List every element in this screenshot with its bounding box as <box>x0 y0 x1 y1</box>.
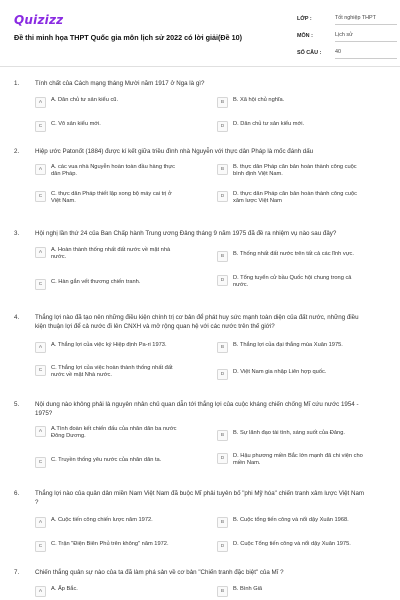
meta-row-class <box>297 10 397 27</box>
answer-option[interactable] <box>217 586 387 597</box>
answer-option[interactable] <box>217 369 387 380</box>
question-number: 1. <box>14 80 20 87</box>
answer-option[interactable] <box>217 517 387 528</box>
header-divider <box>0 66 400 67</box>
answer-option[interactable] <box>35 457 205 468</box>
option-text: C. Truyền thống yêu nước của nhân dân ta. <box>51 457 162 463</box>
option-text: A.Tình đoàn kết chiến đấu của nhân dân ba nước Đông Dương. <box>51 426 177 440</box>
answer-option[interactable] <box>217 121 387 132</box>
option-text: D. Cuộc Tổng tiến công và nổi dậy Xuân 1975. <box>233 541 351 547</box>
option-text: D. Tổng tuyển cử bầu Quốc hội chung trong cả nước. <box>233 275 352 289</box>
option-letter-box: D <box>217 275 228 286</box>
question-number: 7. <box>14 569 20 576</box>
option-text: C. Trận "Điện Biên Phủ trên không" năm 1972. <box>51 541 169 547</box>
answer-option[interactable] <box>35 365 205 380</box>
option-letter-box: B <box>217 251 228 262</box>
answer-option[interactable] <box>217 191 387 206</box>
option-letter-box: D <box>217 191 228 202</box>
answer-option[interactable] <box>217 541 387 552</box>
answer-option[interactable] <box>217 97 387 108</box>
question-number: 2. <box>14 148 20 155</box>
option-text: A. Thắng lợi của việc ký Hiệp định Pa-ri 1973. <box>51 342 167 348</box>
answer-option[interactable] <box>217 164 387 179</box>
option-letter-box: A <box>35 97 46 108</box>
answer-option[interactable] <box>35 586 205 597</box>
option-letter-box: C <box>35 541 46 552</box>
answer-option[interactable] <box>35 97 205 108</box>
meta-value: Lịch sử <box>335 29 397 42</box>
answer-option[interactable] <box>35 342 205 353</box>
question-number: 5. <box>14 401 20 408</box>
option-text: B. thực dân Pháp căn bản hoàn thành công cuộc bình định Việt Nam. <box>233 164 357 178</box>
answer-option[interactable] <box>35 279 205 290</box>
option-letter-box: C <box>35 191 46 202</box>
option-letter-box: B <box>217 342 228 353</box>
question-number: 3. <box>14 230 20 237</box>
answer-option[interactable] <box>35 541 205 552</box>
meta-panel <box>297 10 397 61</box>
quizizz-logo: Quizizz <box>14 13 64 27</box>
option-letter-box: C <box>35 279 46 290</box>
option-letter-box: B <box>217 97 228 108</box>
question-text: Thắng lợi nào đã tạo nên những điều kiện chính trị cơ bản để phát huy sức mạnh toàn diện của đất nước, những điều kiện thuận lợi để cả nước đi lên CNXH và mở rộng quan hệ với các nước trên thế giới? <box>35 314 359 330</box>
worksheet-header <box>0 0 400 62</box>
meta-row-subject <box>297 27 397 44</box>
option-text: C. Hàn gắn vết thương chiến tranh. <box>51 279 141 285</box>
meta-label: MÔN : <box>297 32 313 39</box>
option-letter-box: D <box>217 369 228 380</box>
option-letter-box: A <box>35 164 46 175</box>
option-text: B. Xã hội chủ nghĩa. <box>233 97 285 103</box>
option-text: A. Ấp Bắc. <box>51 586 78 592</box>
option-text: C. thực dân Pháp thiết lập xong bộ máy cai trị ở Việt Nam. <box>51 191 172 205</box>
option-letter-box: A <box>35 586 46 597</box>
question-text: Tính chất của Cách mạng tháng Mười năm 1917 ở Nga là gì? <box>35 80 205 87</box>
option-letter-box: B <box>217 586 228 597</box>
option-text: A. Cuộc tiến công chiến lược năm 1972. <box>51 517 153 523</box>
answer-option[interactable] <box>217 453 387 468</box>
meta-row-count <box>297 44 397 61</box>
option-letter-box: D <box>217 541 228 552</box>
option-letter-box: D <box>217 121 228 132</box>
option-letter-box: A <box>35 342 46 353</box>
option-letter-box: B <box>217 517 228 528</box>
option-text: B. Cuộc tổng tiến công và nổi dậy Xuân 1968. <box>233 517 349 523</box>
meta-value: Tốt nghiệp THPT <box>335 12 397 25</box>
option-letter-box: B <box>217 164 228 175</box>
answer-option[interactable] <box>35 247 205 262</box>
option-text: B. Sự lãnh đạo tài tình, sáng suốt của Đảng. <box>233 430 345 436</box>
meta-label: SỐ CÂU : <box>297 49 322 56</box>
question-text: Thắng lợi nào của quân dân miền Nam Việt Nam đã buộc Mĩ phải tuyên bố "phi Mỹ hóa" chiến tranh xâm lược Việt Nam ? <box>35 490 365 506</box>
option-letter-box: B <box>217 430 228 441</box>
answer-option[interactable] <box>35 517 205 528</box>
option-text: A. các vua nhà Nguyễn hoàn toàn đầu hàng thực dân Pháp. <box>51 164 175 178</box>
question-text: Hiệp ước Patonốt (1884) được kí kết giữa triều đình nhà Nguyễn với thực dân Pháp là mốc đánh dấu <box>35 148 314 155</box>
option-letter-box: A <box>35 426 46 437</box>
option-text: B. Thống nhất đất nước trên tất cả các lĩnh vực. <box>233 251 354 257</box>
answer-option[interactable] <box>217 342 387 353</box>
option-letter-box: A <box>35 247 46 258</box>
option-text: A. Hoàn thành thống nhất đất nước về mặt nhà nước. <box>51 247 171 261</box>
option-text: B. Thắng lợi của đại thắng mùa Xuân 1975. <box>233 342 343 348</box>
answer-option[interactable] <box>35 426 205 441</box>
answer-option[interactable] <box>217 251 387 262</box>
option-text: D. thực dân Pháp căn bản hoàn thành công cuộc xâm lược Việt Nam <box>233 191 357 205</box>
option-letter-box: C <box>35 121 46 132</box>
option-letter-box: D <box>217 453 228 464</box>
answer-option[interactable] <box>35 164 205 179</box>
option-letter-box: A <box>35 517 46 528</box>
option-text: D. Hậu phương miền Bắc lớn mạnh đã chi viện cho miền Nam. <box>233 453 363 467</box>
answer-option[interactable] <box>217 275 387 290</box>
question-text: Hội nghị lần thứ 24 của Ban Chấp hành Trung ương Đảng tháng 9 năm 1975 đã đề ra nhiệm vụ nào sau đây? <box>35 230 337 237</box>
question-number: 4. <box>14 314 20 321</box>
question-number: 6. <box>14 490 20 497</box>
answer-option[interactable] <box>35 121 205 132</box>
worksheet-title: Đề thi minh họa THPT Quốc gia môn lịch sử 2022 có lời giải(Đề 10) <box>14 33 242 42</box>
option-letter-box: C <box>35 365 46 376</box>
answer-option[interactable] <box>217 430 387 441</box>
option-text: C. Vô sản kiểu mới. <box>51 121 101 127</box>
question-text: Nội dung nào không phải là nguyên nhân chủ quan dẫn tới thắng lợi của cuộc kháng chiến chống Mĩ cứu nước 1954 - 1975? <box>35 401 359 417</box>
meta-label: LỚP : <box>297 15 312 22</box>
question-text: Chiến thắng quân sự nào của ta đã làm phá sản về cơ bản "Chiến tranh đặc biệt" của Mĩ ? <box>35 569 284 576</box>
option-letter-box: C <box>35 457 46 468</box>
option-text: D. Việt Nam gia nhập Liên hợp quốc. <box>233 369 327 375</box>
option-text: B. Bình Giã <box>233 586 263 592</box>
answer-option[interactable] <box>35 191 205 206</box>
option-text: A. Dân chủ tư sản kiểu cũ. <box>51 97 119 103</box>
option-text: C. Thắng lợi của việc hoàn thành thống nhất đất nước về mặt Nhà nước. <box>51 365 173 379</box>
meta-value: 40 <box>335 46 397 59</box>
option-text: D. Dân chủ tư sản kiểu mới. <box>233 121 305 127</box>
